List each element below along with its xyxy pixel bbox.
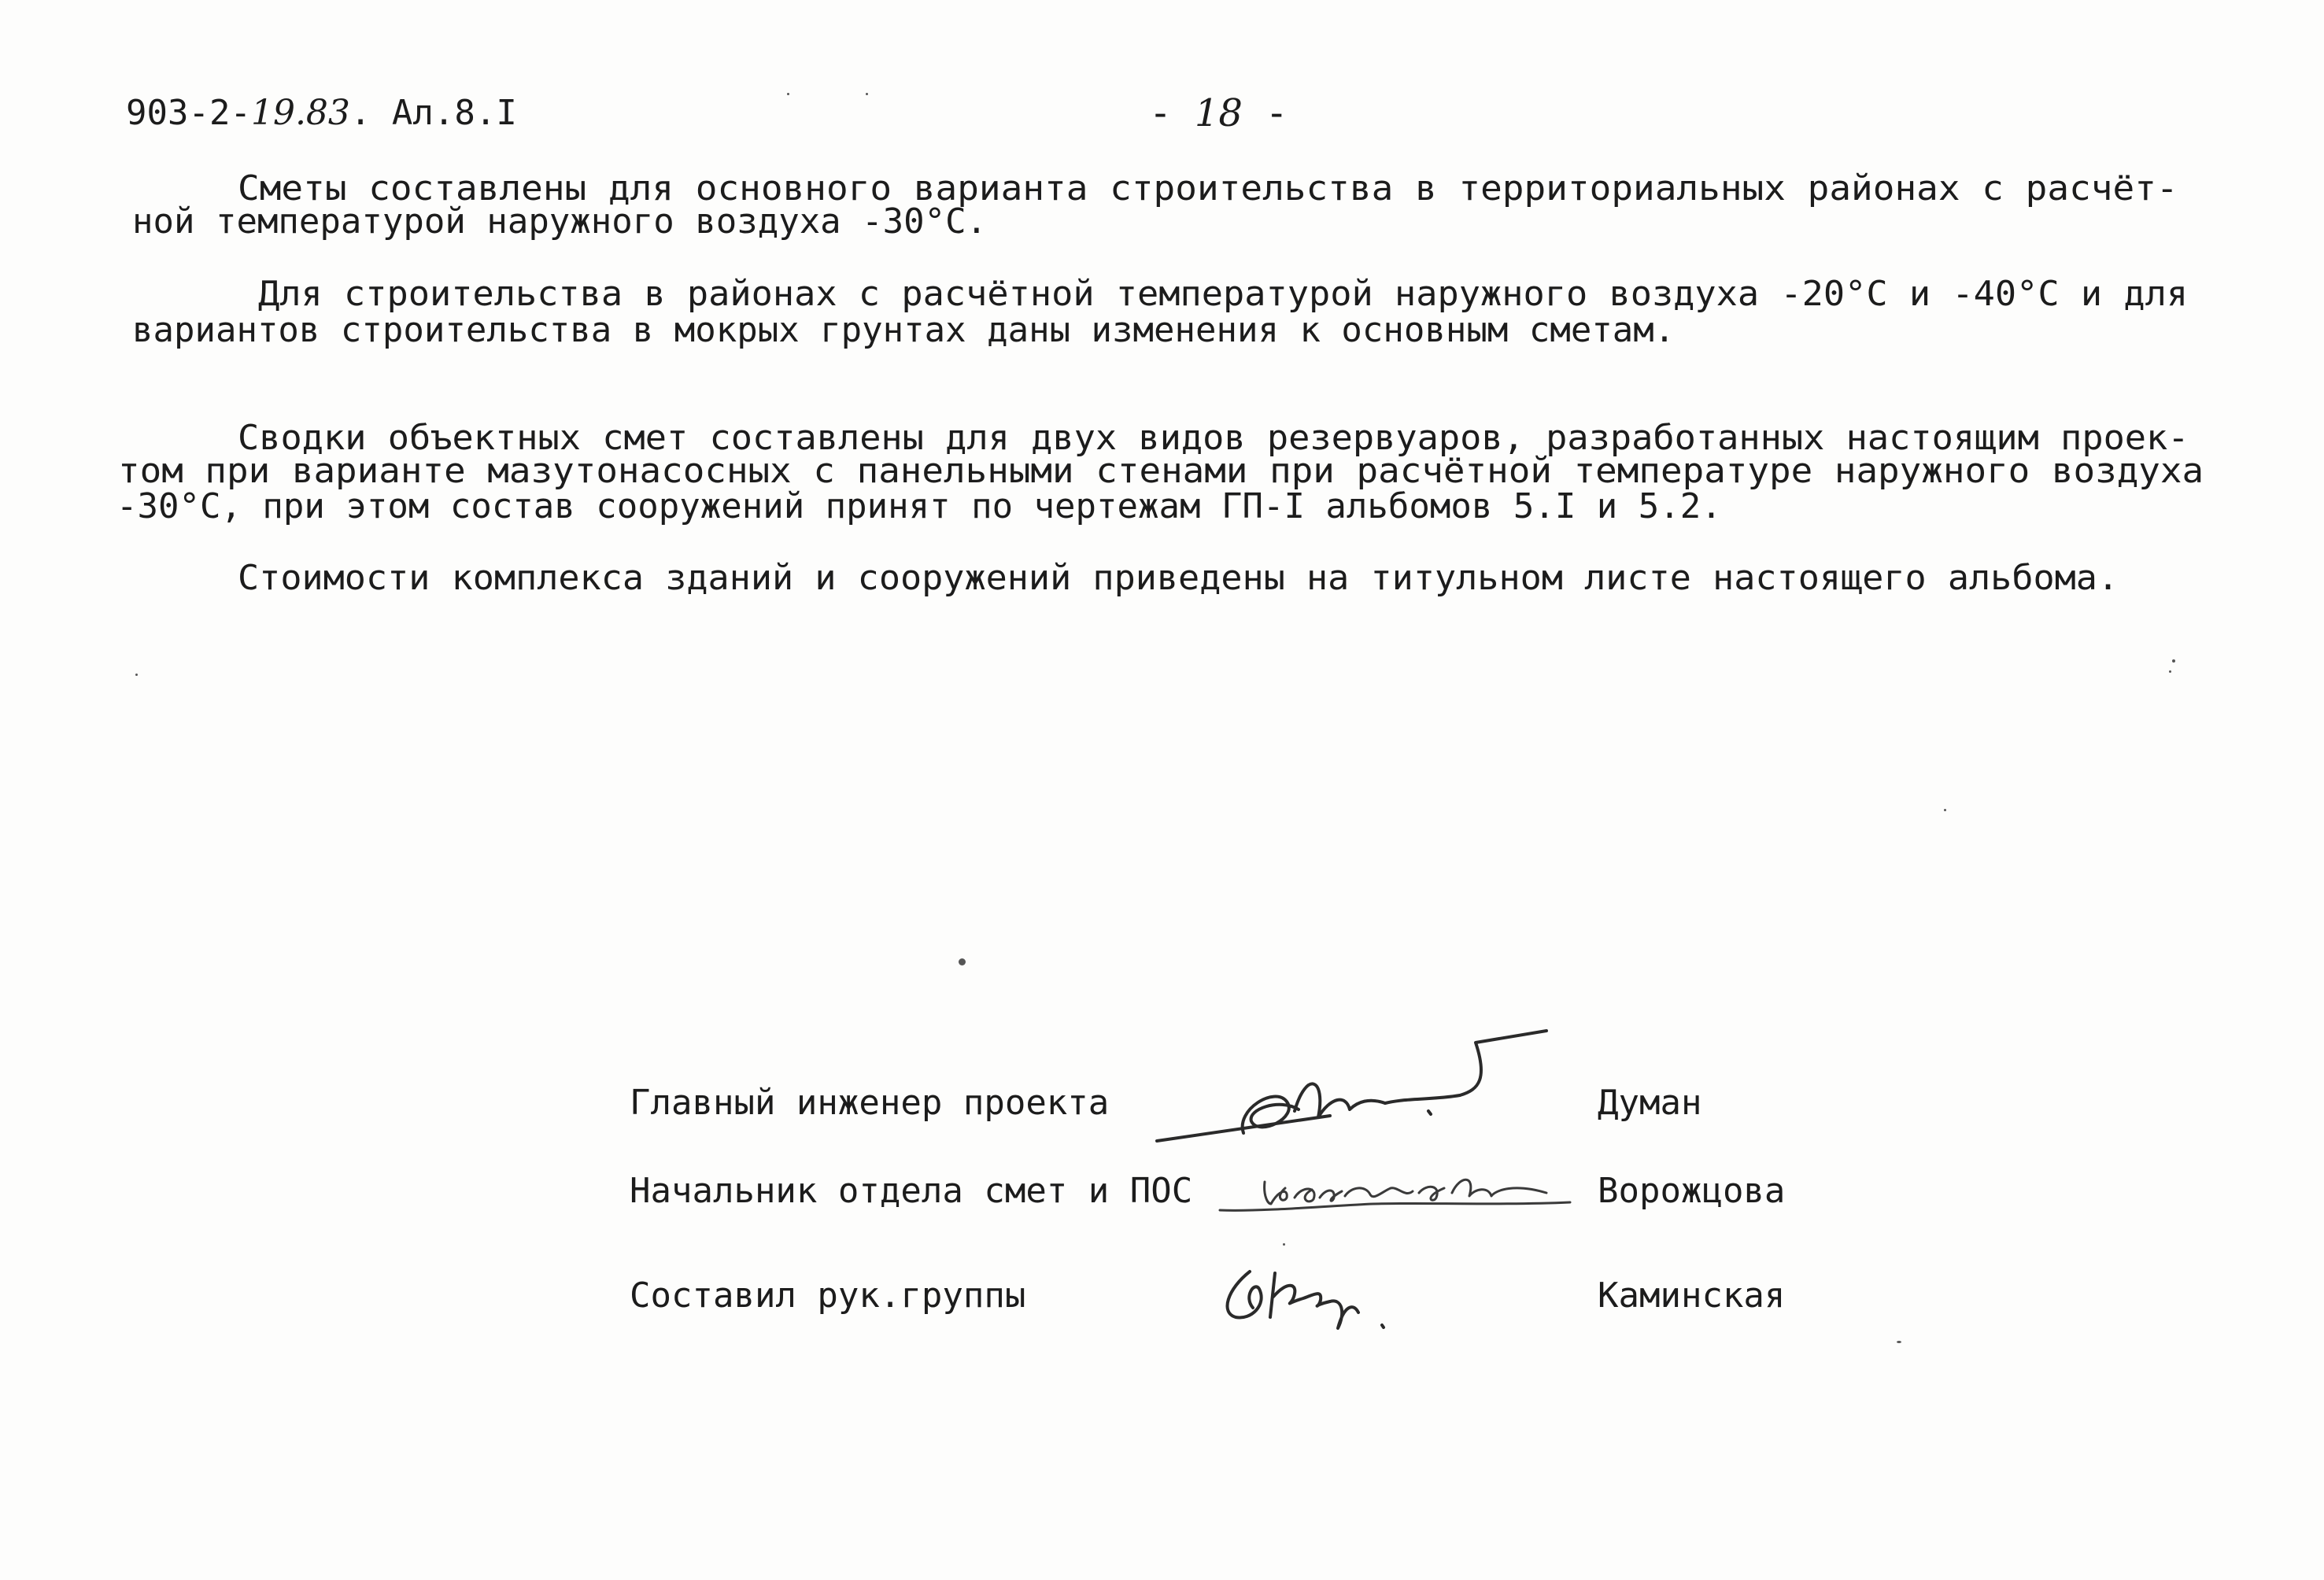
paragraph-3-line-2: том при варианте мазутонасосных с панельными стенами при расчётной температуре наружного воздуха <box>118 451 2204 491</box>
page-number <box>1149 91 1288 135</box>
paragraph-4-line-1: Стоимости комплекса зданий и сооружений приведены на титульном листе настоящего альбома. <box>238 558 2119 598</box>
paragraph-1-line-2: ной температурой наружного воздуха -30°С. <box>132 201 988 242</box>
document-code-prefix: 903-2- <box>126 93 251 133</box>
paragraph-3-line-3: -30°С, при этом состав сооружений принят по чертежам ГП-I альбомов 5.I и 5.2. <box>116 486 1722 526</box>
paragraph-3-line-1: Сводки объектных смет составлены для двух видов резервуаров, разработанных настоящим проек- <box>238 418 2189 458</box>
scan-speck <box>2172 659 2175 663</box>
paragraph-1-line-1: Сметы составлены для основного варианта строительства в территориальных районах с расчёт- <box>238 168 2178 209</box>
signature-name-estimate-head: Ворожцова <box>1598 1171 1786 1211</box>
document-code <box>126 93 517 133</box>
scan-speck <box>1944 809 1946 811</box>
scan-speck <box>959 958 966 965</box>
signature-mark-estimate-head <box>1216 1157 1578 1220</box>
document-code-suffix: . Ал.8.I <box>349 93 517 133</box>
page-number-dash-left: - <box>1149 91 1172 135</box>
scan-speck <box>1283 1243 1285 1246</box>
scan-speck <box>866 93 868 95</box>
scan-speck <box>1897 1341 1901 1343</box>
document-code-handwritten: 19.83 <box>250 93 350 133</box>
signature-name-chief-engineer: Думан <box>1598 1083 1702 1123</box>
signature-mark-chief-engineer <box>1149 1023 1558 1157</box>
signature-role-group-lead: Составил рук.группы <box>630 1275 1026 1316</box>
page-number-handwritten: 18 <box>1194 91 1243 135</box>
scan-speck <box>2169 670 2171 673</box>
signature-name-group-lead: Каминская <box>1598 1275 1786 1316</box>
scan-speck <box>135 674 138 676</box>
signature-role-chief-engineer: Главный инженер проекта <box>630 1083 1110 1123</box>
paragraph-2-line-2: вариантов строительства в мокрых грунтах даны изменения к основным сметам. <box>132 310 1676 350</box>
page-number-dash-right: - <box>1265 91 1288 135</box>
scan-speck <box>787 93 789 95</box>
signature-role-estimate-head: Начальник отдела смет и ПОС <box>630 1171 1193 1211</box>
signature-mark-group-lead <box>1212 1250 1432 1344</box>
paragraph-2-line-1: Для строительства в районах с расчётной температурой наружного воздуха -20°С и -40°С и для <box>258 274 2189 314</box>
